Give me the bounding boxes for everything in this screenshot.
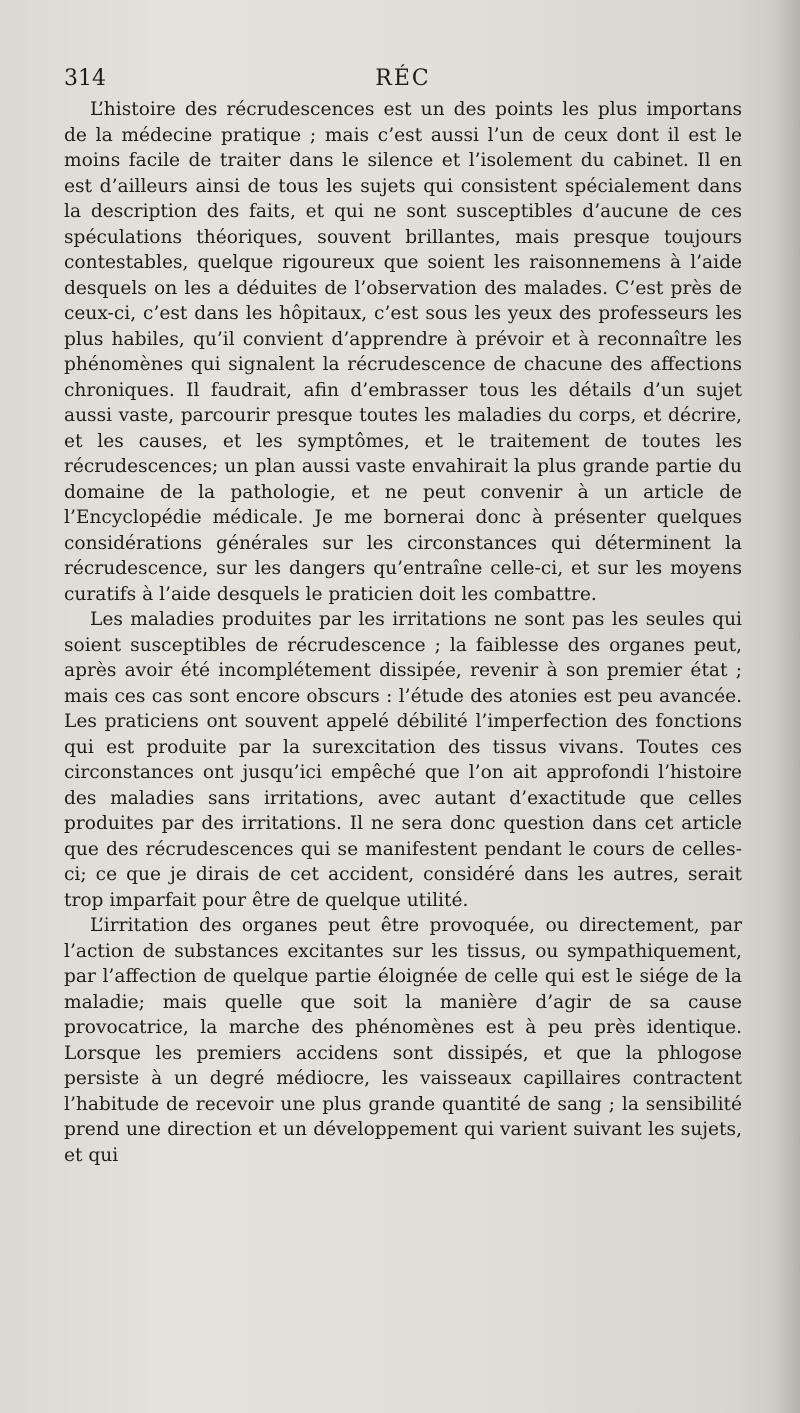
paragraph-2: Les maladies produites par les irritations ne sont pas les seules qui soient susceptibles de récrudescence ; la faiblesse des organes peut, après avoir été incomplétement dissipée, revenir à son premier état ; mais ces cas sont encore obscurs : l’étude des atonies est peu avancée. Les praticiens ont souvent appelé débilité l’imperfection des fonctions qui est produite par la surexcitation des tissus vivans. Toutes ces circonstances ont jusqu’ici empêché que l’on ait approfondi l’histoire des maladies sans irritations, avec autant d’exactitude que celles produites par des irritations. Il ne sera donc question dans cet article que des récrudescences qui se manifestent pendant le cours de celles-ci; ce que je dirais de cet accident, considéré dans les autres, serait trop imparfait pour être de quelque utilité. — [64, 609, 742, 911]
page-header — [64, 66, 742, 98]
paragraph-3: L’irritation des organes peut être provoquée, ou directement, par l’action de substances excitantes sur les tissus, ou sympathiquement, par l’affection de quelque partie éloignée de celle qui est le siége de la maladie; mais quelle que soit la manière d’agir de sa cause provocatrice, la marche des phénomènes est à peu près identique. Lorsque les premiers accidens sont dissipés, et que la phlogose persiste à un degré médiocre, les vaisseaux capillaires contractent l’habitude de recevoir une plus grande quantité de sang ; la sensibilité prend une direction et un développement qui varient suivant les sujets, et qui — [64, 915, 742, 1166]
running-head: RÉC — [375, 66, 431, 91]
paragraph-1: L’histoire des récrudescences est un des points les plus importans de la médecine pratique ; mais c’est aussi l’un de ceux dont il est le moins facile de traiter dans le silence et l’isolement du cabinet. Il en est d’ailleurs ainsi de tous les sujets qui consistent spécialement dans la description des faits, et qui ne sont susceptibles d’aucune de ces spéculations théoriques, souvent brillantes, mais presque toujours contestables, quelque rigoureux que soient les raisonnemens à l’aide desquels on les a déduites de l’observation des malades. C’est près de ceux-ci, c’est dans les hôpitaux, c’est sous les yeux des professeurs les plus habiles, qu’il convient d’apprendre à prévoir et à reconnaître les phénomènes qui signalent la récrudescence de chacune des affections chroniques. Il faudrait, afin d’embrasser tous les détails d’un sujet aussi vaste, parcourir presque toutes les maladies du corps, et décrire, et les causes, et les symptômes, et le traitement de toutes les récrudescences; un plan aussi vaste envahirait la plus grande partie du domaine de la pathologie, et ne peut convenir à un article de l’Encyclopédie médicale. Je me bornerai donc à présenter quelques considérations générales sur les circonstances qui déterminent la récrudescence, sur les dangers qu’entraîne celle-ci, et sur les moyens curatifs à l’aide desquels le praticien doit les combattre. — [64, 99, 742, 605]
body-text — [64, 97, 742, 1168]
page-number: 314 — [64, 66, 106, 91]
page-edge-shadow — [774, 0, 800, 1413]
